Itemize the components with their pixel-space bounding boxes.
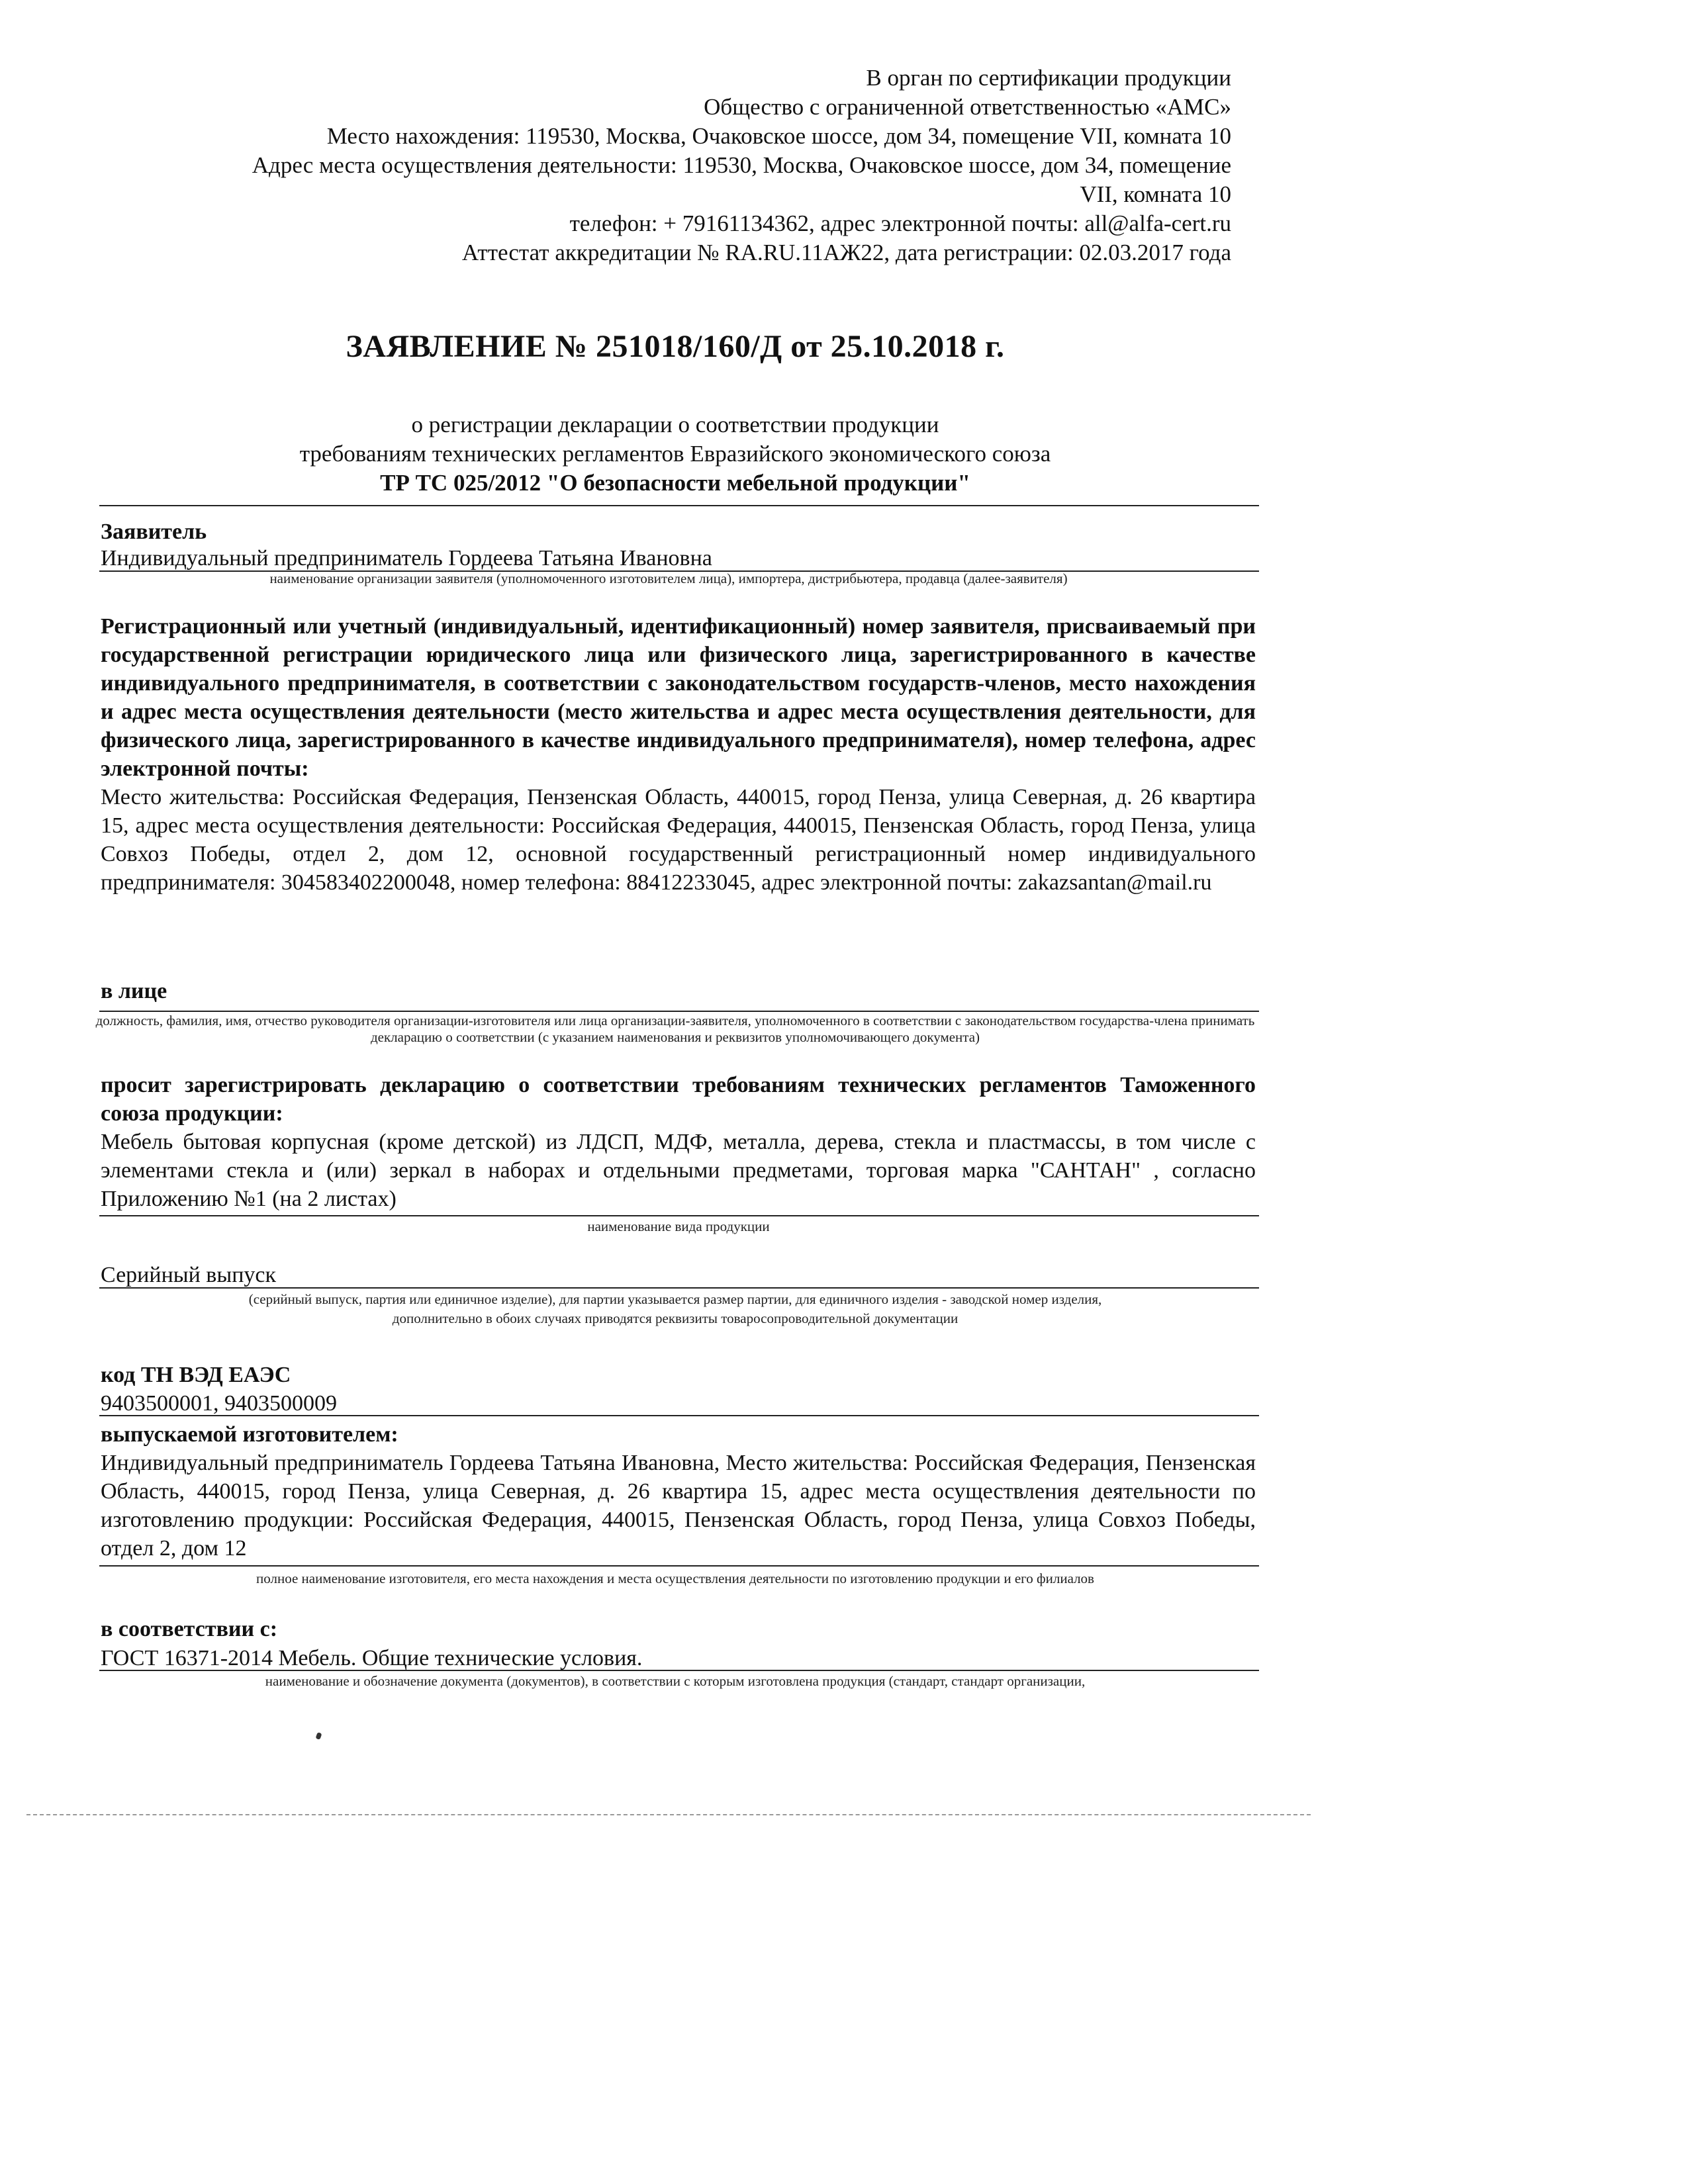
- addressee-line: телефон: + 79161134362, адрес электронной почты: all@alfa-cert.ru: [569, 210, 1231, 236]
- representative-label: в лице: [101, 979, 167, 1003]
- addressee-line: Место нахождения: 119530, Москва, Очаковское шоссе, дом 34, помещение VII, комната 10: [326, 123, 1231, 149]
- compliance-value: ГОСТ 16371-2014 Мебель. Общие технические условия.: [101, 1646, 643, 1670]
- page-cut-line: [26, 1814, 1311, 1815]
- addressee-line: В орган по сертификации продукции: [866, 65, 1231, 91]
- scan-speck: [316, 1732, 322, 1740]
- compliance-caption: наименование и обозначение документа (документов), в соответствии с которым изготовлена продукция (стандарт, стандарт организации,: [265, 1673, 1086, 1689]
- addressee-line: Общество с ограниченной ответственностью «АМС»: [704, 94, 1231, 120]
- representative-caption: должность, фамилия, имя, отчество руководителя организации-изготовителя или лица организации-заявителя, уполномоченного в соответствии с законодательством государства-члена принимать декларацию о соответствии (с указанием наименования и реквизитов уполномочивающего документа): [95, 1013, 1255, 1045]
- tnved-value: 9403500001, 9403500009: [101, 1391, 337, 1416]
- subtitle-line: о регистрации декларации о соответствии продукции: [411, 412, 939, 437]
- addressee-block: [93, 64, 1231, 267]
- applicant-label: Заявитель: [101, 520, 207, 544]
- request-underline: [99, 1215, 1259, 1216]
- registration-value: Место жительства: Российская Федерация, Пензенская Область, 440015, город Пенза, улица Северная, д. 26 квартира 15, адрес места осуществления деятельности: Российская Федерация, 440015, Пензенская Область, город Пенза, улица Совхоз Победы, отдел 2, дом 12, основной государственный регистрационный номер индивидуального предпринимателя: 304583402200048, номер телефона: 88412233045, адрес электронной почты: zakazsantan@mail.ru: [101, 785, 1256, 895]
- addressee-line: Аттестат аккредитации № RA.RU.11АЖ22, дата регистрации: 02.03.2017 года: [461, 240, 1231, 265]
- manufacturer-caption: полное наименование изготовителя, его места нахождения и места осуществления деятельности по изготовлению продукции и его филиалов: [256, 1570, 1094, 1586]
- manufacturer-section: [101, 1420, 1256, 1563]
- compliance-label: в соответствии с:: [101, 1617, 278, 1641]
- registration-label: Регистрационный или учетный (индивидуальный, идентификационный) номер заявителя, присваиваемый при государственной регистрации юридического лица или физического лица, зарегистрированного в качестве индивидуального предпринимателя, в соответствии с законодательством государств-членов, место нахождения и адрес места осуществления деятельности (место жительства и адрес места осуществления деятельности, для физического лица, зарегистрированного в качестве индивидуального предпринимателя), номер телефона, адрес электронной почты:: [101, 614, 1256, 781]
- applicant-caption: наименование организации заявителя (уполномоченного изготовителем лица), импортера, дистрибьютера, продавца (далее-заявителя): [269, 570, 1068, 586]
- request-value: Мебель бытовая корпусная (кроме детской) из ЛДСП, МДФ, металла, дерева, стекла и пластмассы, в том числе с элементами стекла и (или) зеркал в наборах и отдельными предметами, торговая марка "САНТАН" , согласно Приложению №1 (на 2 листах): [101, 1130, 1256, 1211]
- series-caption-1: (серийный выпуск, партия или единичное изделие), для партии указывается размер партии, для единичного изделия - заводской номер изделия,: [248, 1291, 1102, 1307]
- compliance-underline: [99, 1670, 1259, 1671]
- applicant-value: Индивидуальный предприниматель Гордеева Татьяна Ивановна: [101, 546, 712, 570]
- regulation-name: ТР ТС 025/2012 "О безопасности мебельной продукции": [380, 470, 970, 496]
- addressee-line: Адрес места осуществления деятельности: 119530, Москва, Очаковское шоссе, дом 34, помещение: [252, 152, 1231, 178]
- request-caption: наименование вида продукции: [587, 1218, 770, 1234]
- tnved-label: код ТН ВЭД ЕАЭС: [101, 1363, 291, 1387]
- series-value: Серийный выпуск: [101, 1263, 277, 1287]
- request-section: [101, 1071, 1256, 1213]
- addressee-line: VII, комната 10: [1080, 181, 1231, 207]
- manufacturer-value: Индивидуальный предприниматель Гордеева Татьяна Ивановна, Место жительства: Российская Федерация, Пензенская Область, 440015, город Пенза, улица Северная, д. 26 квартира 15, адрес места осуществления деятельности по изготовлению продукции: Российская Федерация, 440015, Пензенская Область, город Пенза, улица Совхоз Победы, отдел 2, дом 12: [101, 1451, 1256, 1561]
- representative-underline: [99, 1011, 1259, 1012]
- series-caption-2: дополнительно в обоих случаях приводятся реквизиты товаросопроводительной документации: [392, 1310, 959, 1326]
- document-title: ЗАЯВЛЕНИЕ № 251018/160/Д от 25.10.2018 г.: [346, 329, 1005, 364]
- series-underline: [99, 1287, 1259, 1289]
- manufacturer-underline: [99, 1565, 1259, 1567]
- tnved-underline: [99, 1415, 1259, 1416]
- divider: [99, 505, 1259, 506]
- request-label: просит зарегистрировать декларацию о соответствии требованиям технических регламентов Таможенного союза продукции:: [101, 1073, 1256, 1126]
- document-subtitle: [0, 410, 1350, 498]
- registration-section: [101, 612, 1256, 897]
- subtitle-line: требованиям технических регламентов Евразийского экономического союза: [299, 441, 1051, 467]
- manufacturer-label: выпускаемой изготовителем:: [101, 1422, 399, 1447]
